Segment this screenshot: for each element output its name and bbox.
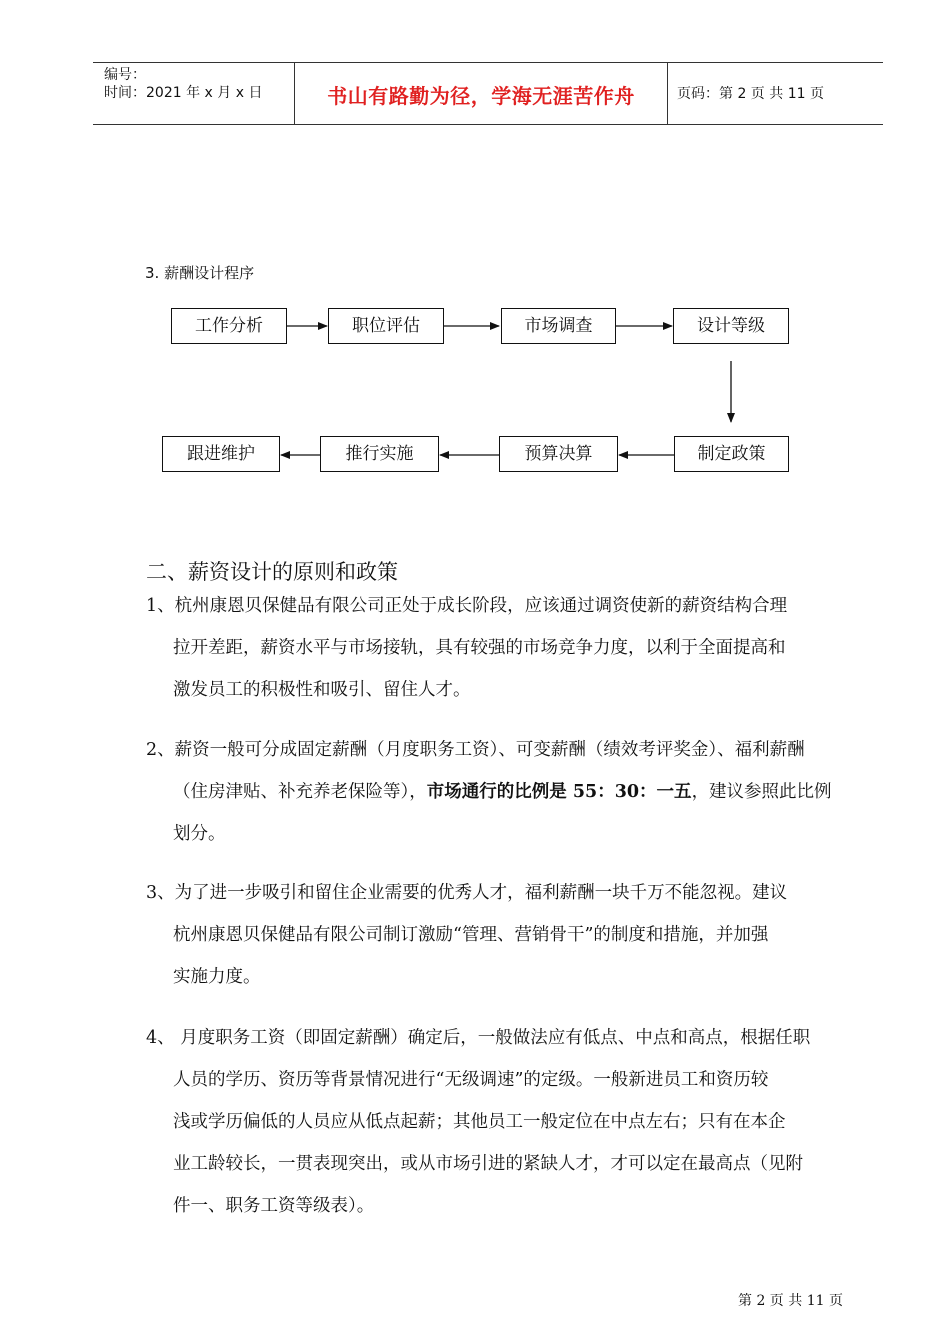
header-motto: 书山有路勤为径，学海无涯苦作舟 [327, 84, 635, 108]
paragraph-line: 业工龄较长，一贯表现突出，或从市场引进的紧缺人才，才可以定在最高点（见附 [173, 1154, 803, 1174]
paragraph-line: 2、薪资一般可分成固定薪酬（月度职务工资）、可变薪酬（绩效考评奖金）、福利薪酬 [146, 740, 805, 760]
paragraph-4 [146, 1017, 846, 1227]
paragraph-line: 4、 月度职务工资（即固定薪酬）确定后，一般做法应有低点、中点和高点，根据任职 [146, 1028, 811, 1048]
flow-arrows [0, 0, 950, 520]
paragraph-line: 3、为了进一步吸引和留住企业需要的优秀人才，福利薪酬一块千万不能忽视。建议 [146, 883, 788, 903]
paragraph-line: 人员的学历、资历等背景情况进行“无级调速”的定级。一般新进员工和资历较 [173, 1070, 769, 1090]
market-ratio-text: 市场通行的比例是 55：30：一五 [426, 782, 692, 802]
paragraph-line: 件一、职务工资等级表）。 [173, 1196, 375, 1216]
paragraph-3 [146, 872, 846, 998]
flow-step-implementation: 推行实施 [320, 436, 439, 472]
header-page-info: 页码：第 2 页 共 11 页 [677, 86, 824, 102]
paragraph-1 [146, 585, 846, 711]
paragraph-line [146, 771, 846, 813]
flow-section-title: 3. 薪酬设计程序 [145, 264, 255, 282]
paragraph-line: 杭州康恩贝保健品有限公司制订激励“管理、营销骨干”的制度和措施，并加强 [173, 925, 769, 945]
paragraph-line: 激发员工的积极性和吸引、留住人才。 [173, 680, 471, 700]
flow-step-job-analysis: 工作分析 [171, 308, 287, 344]
flow-step-market-survey: 市场调查 [501, 308, 616, 344]
document-time-label: 时间：2021 年 x 月 x 日 [104, 85, 263, 101]
flow-step-position-evaluation: 职位评估 [328, 308, 444, 344]
flow-step-policy: 制定政策 [674, 436, 789, 472]
paragraph-2 [146, 729, 846, 855]
paragraph-text: ，建议参照此比例 [691, 782, 832, 802]
paragraph-line: 1、杭州康恩贝保健品有限公司正处于成长阶段，应该通过调资使新的薪资结构合理 [146, 596, 788, 616]
paragraph-text: （住房津贴、补充养老保险等）， [173, 782, 427, 802]
paragraph-line: 浅或学历偏低的人员应从低点起薪；其他员工一般定位在中点左右；只有在本企 [173, 1112, 786, 1132]
flow-step-design-grades: 设计等级 [673, 308, 789, 344]
flow-step-follow-up: 跟进维护 [162, 436, 280, 472]
document-number-label: 编号： [104, 67, 146, 83]
section-heading: 二、薪资设计的原则和政策 [146, 560, 398, 584]
paragraph-line: 划分。 [173, 824, 226, 844]
page-footer: 第 2 页 共 11 页 [738, 1293, 843, 1309]
paragraph-line: 拉开差距，薪资水平与市场接轨，具有较强的市场竞争力度，以利于全面提高和 [173, 638, 786, 658]
paragraph-line: 实施力度。 [173, 967, 261, 987]
flow-step-budget: 预算决算 [499, 436, 618, 472]
